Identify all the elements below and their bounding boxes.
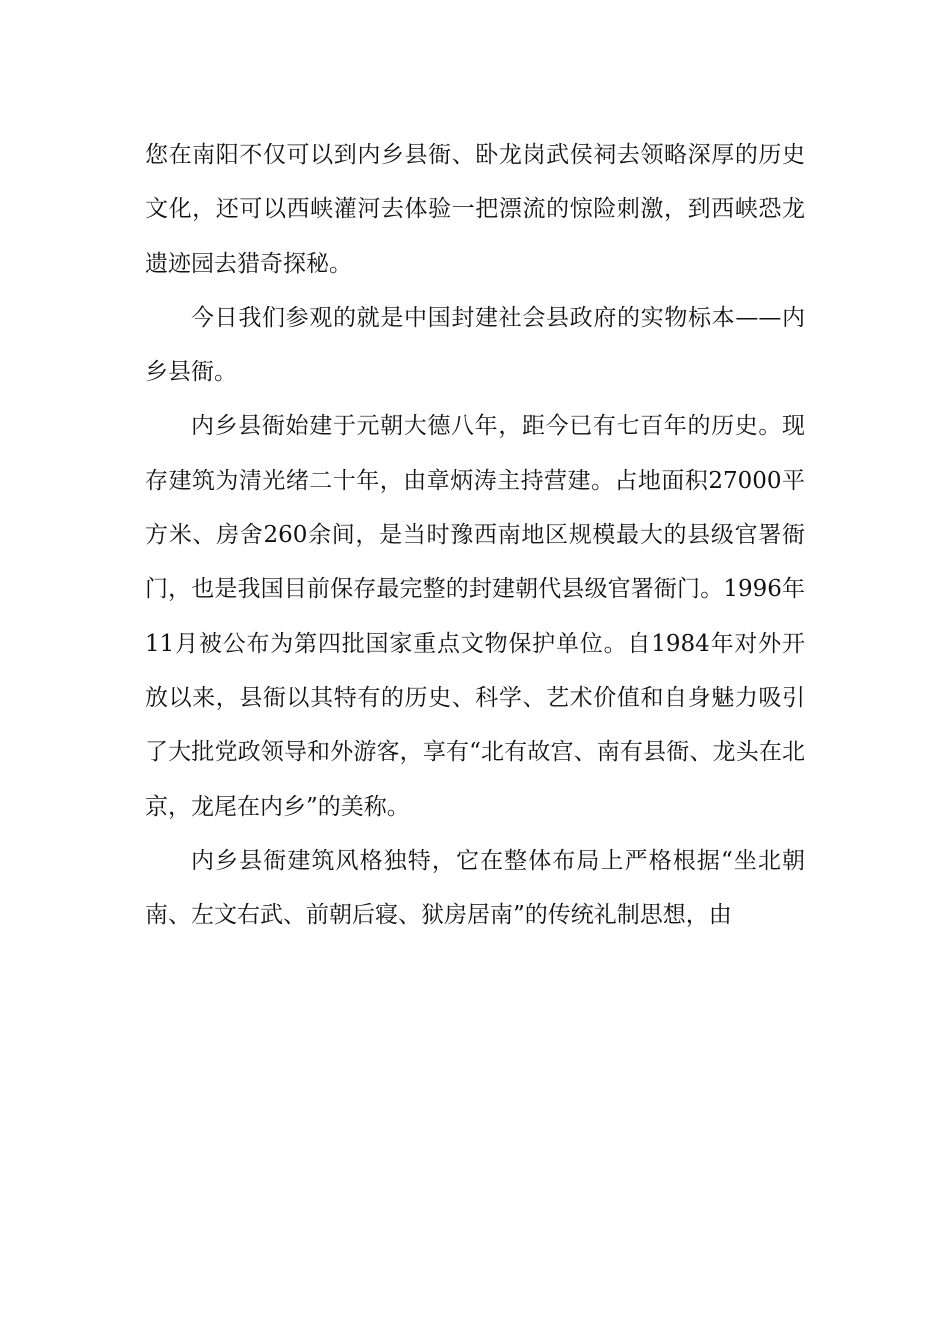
paragraph-3: 内乡县衙始建于元朝大德八年，距今已有七百年的历史。现存建筑为清光绪二十年，由章炳涛主持营建。占地面积27000平方米、房舍260余间，是当时豫西南地区规模最大的县级官署衙门，也是我国目前保存最完整的封建朝代县级官署衙门。1996年11月被公布为第四批国家重点文物保护单位。自1984年对外开放以来，县衙以其特有的历史、科学、艺术价值和自身魅力吸引了大批党政领导和外游客，享有“北有故宫、南有县衙、龙头在北京，龙尾在内乡”的美称。 [145, 413, 805, 820]
paragraph-2: 今日我们参观的就是中国封建社会县政府的实物标本——内乡县衙。 [145, 304, 805, 386]
document-body [145, 128, 805, 942]
paragraph-1: 您在南阳不仅可以到内乡县衙、卧龙岗武侯祠去领略深厚的历史文化，还可以西峡灌河去体验一把漂流的惊险刺激，到西峡恐龙遗迹园去猎奇探秘。 [145, 142, 805, 277]
paragraph-4: 内乡县衙建筑风格独特，它在整体布局上严格根据“坐北朝南、左文右武、前朝后寝、狱房居南”的传统礼制思想，由 [145, 847, 805, 929]
